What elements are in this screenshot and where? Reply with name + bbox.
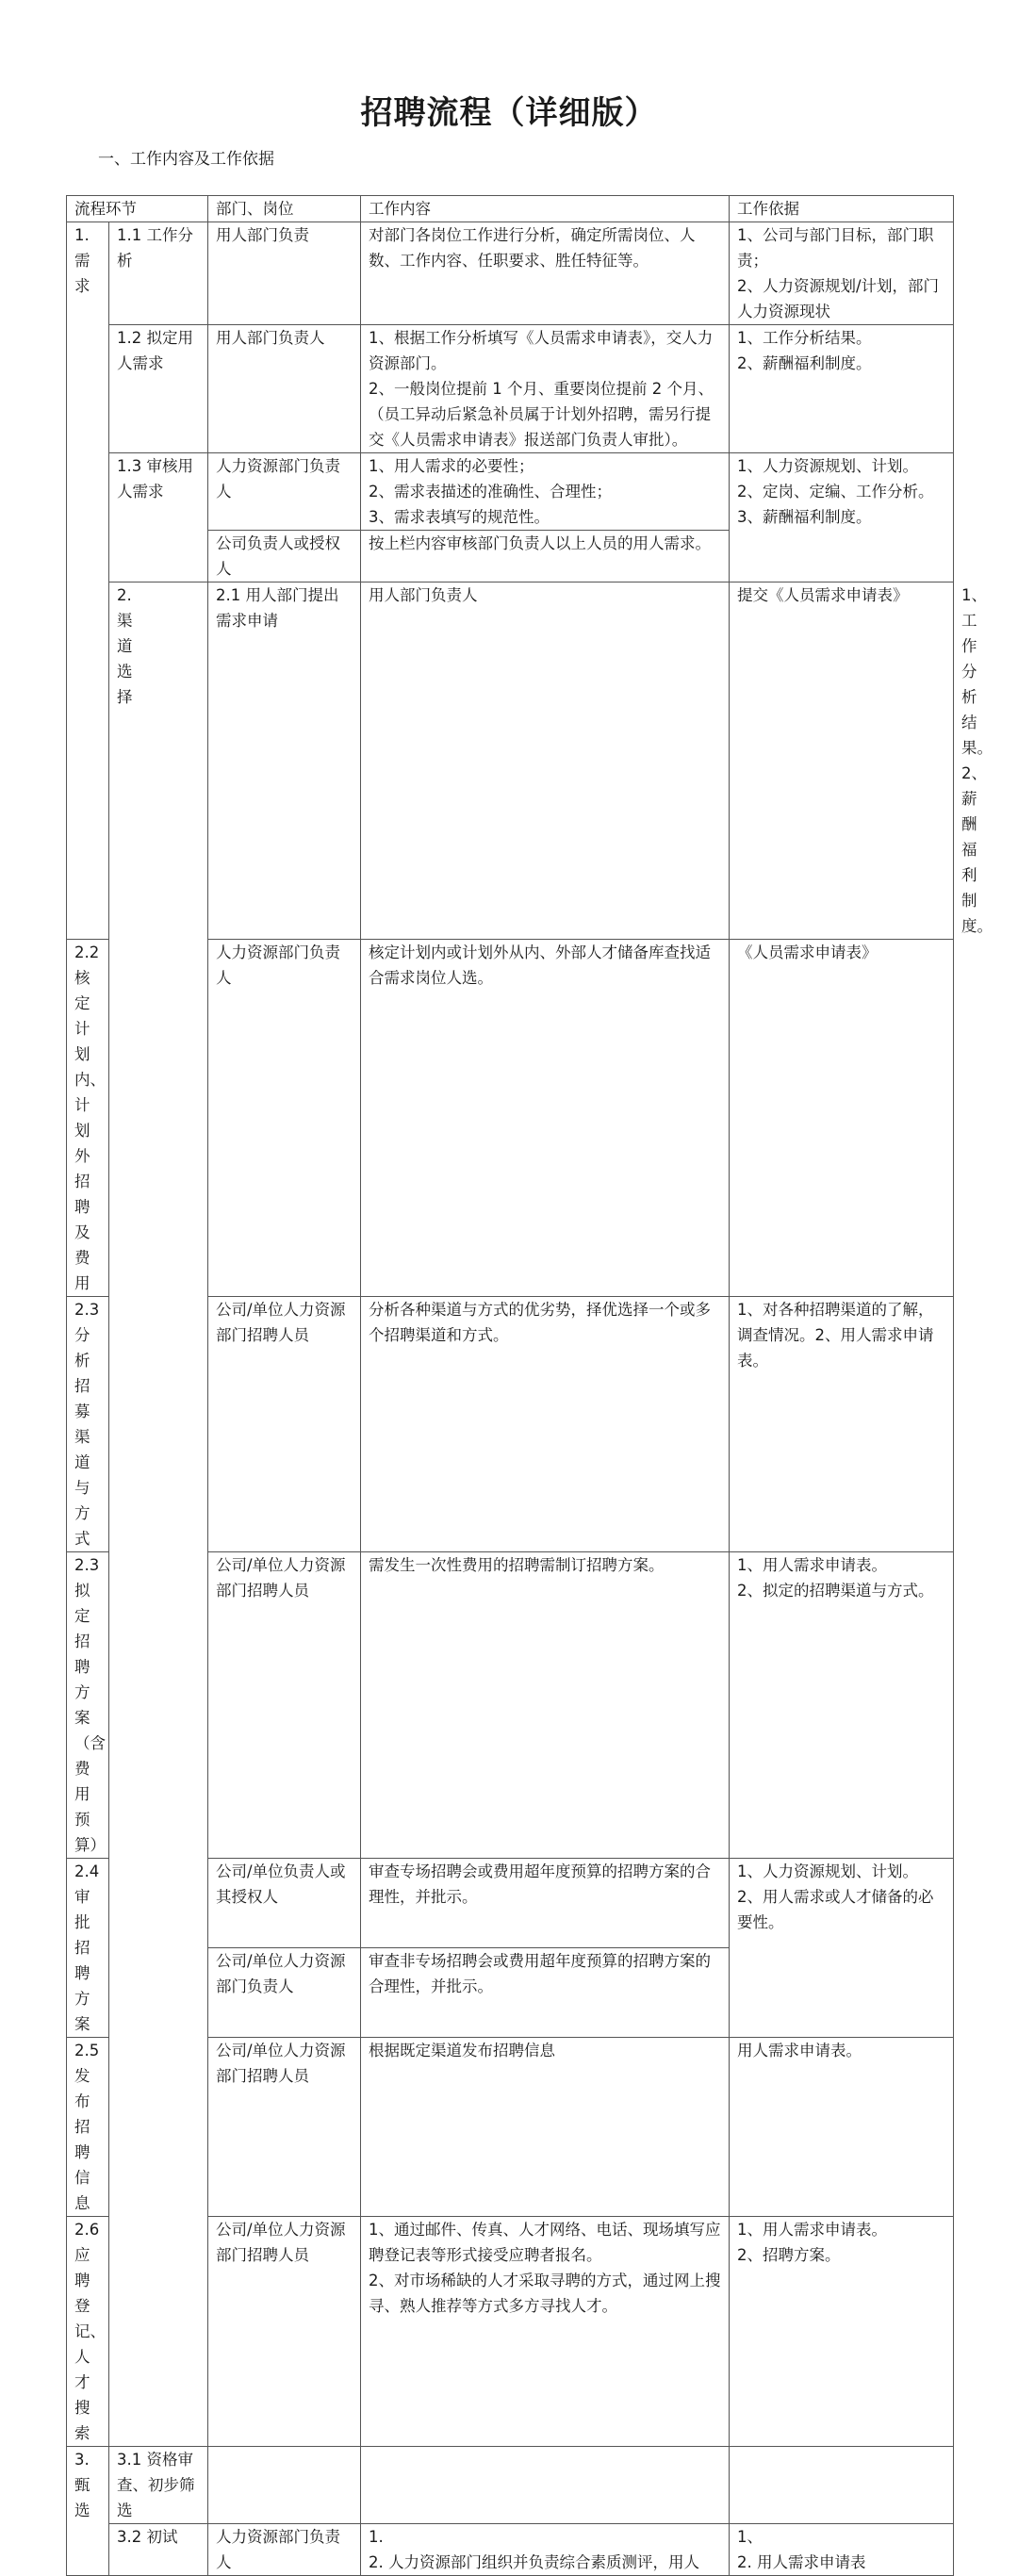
basis-cell: 1、用人需求申请表。 2、拟定的招聘渠道与方式。 <box>730 1552 954 1859</box>
dept-cell: 公司负责人或授权人 <box>208 531 361 582</box>
stage-cell: 2. 渠 道 选 择 <box>109 582 208 2447</box>
table-row <box>67 325 954 453</box>
stage-cell: 3. 甄 选 <box>67 2447 109 2576</box>
table-row <box>67 2524 954 2576</box>
dept-cell: 人力资源部门负责人 <box>208 2524 361 2576</box>
content-cell: 审查专场招聘会或费用超年度预算的招聘方案的合理性，并批示。 <box>361 1859 730 1948</box>
stage-cell: 1. 需 求 <box>67 222 109 940</box>
basis-cell: 1、对各种招聘渠道的了解，调查情况。2、用人需求申请表。 <box>730 1297 954 1552</box>
header-cell-basis: 工作依据 <box>730 196 954 222</box>
content-cell: 需发生一次性费用的招聘需制订招聘方案。 <box>361 1552 730 1859</box>
basis-cell: 1、用人需求申请表。 2、招聘方案。 <box>730 2217 954 2447</box>
content-cell: 1、用人需求的必要性； 2、需求表描述的准确性、合理性； 3、需求表填写的规范性。 <box>361 453 730 531</box>
content-cell: 核定计划内或计划外从内、外部人才储备库查找适合需求岗位人选。 <box>361 940 730 1297</box>
dept-cell: 公司/单位人力资源部门招聘人员 <box>208 2217 361 2447</box>
step-cell: 1.3 审核用人需求 <box>109 453 208 582</box>
basis-cell: 用人需求申请表。 <box>730 2038 954 2217</box>
step-cell: 1.1 工作分析 <box>109 222 208 325</box>
header-cell-content: 工作内容 <box>361 196 730 222</box>
step-cell: 3.2 初试 <box>109 2524 208 2576</box>
content-cell <box>361 2447 730 2524</box>
dept-cell: 公司/单位人力资源部门负责人 <box>208 1948 361 2038</box>
dept-cell: 用人部门负责 <box>208 222 361 325</box>
step-cell: 2.3 分析招募渠道与方式 <box>67 1297 109 1552</box>
dept-cell: 公司/单位人力资源部门招聘人员 <box>208 1552 361 1859</box>
basis-cell: 1、人力资源规划、计划。 2、定岗、定编、工作分析。 3、薪酬福利制度。 <box>730 453 954 582</box>
dept-cell: 用人部门负责人 <box>361 582 730 940</box>
basis-cell: 1、公司与部门目标，部门职责； 2、人力资源规划/计划，部门人力资源现状 <box>730 222 954 325</box>
content-cell: 1、通过邮件、传真、人才网络、电话、现场填写应聘登记表等形式接受应聘者报名。 2、对市场稀缺的人才采取寻聘的方式，通过网上搜寻、熟人推荐等方式多方寻找人才。 <box>361 2217 730 2447</box>
table-row <box>67 222 954 325</box>
dept-cell: 公司/单位负责人或其授权人 <box>208 1859 361 1948</box>
dept-cell: 人力资源部门负责人 <box>208 940 361 1297</box>
dept-cell: 人力资源部门负责人 <box>208 453 361 531</box>
recruitment-process-table <box>66 195 993 2576</box>
content-cell: 分析各种渠道与方式的优劣势，择优选择一个或多个招聘渠道和方式。 <box>361 1297 730 1552</box>
basis-cell <box>730 2447 954 2524</box>
content-cell: 1. 2. 人力资源部门组织并负责综合素质测评，用人 <box>361 2524 730 2576</box>
step-cell: 2.6 应聘登记、人才搜索 <box>67 2217 109 2447</box>
step-cell: 2.2 核定计划内、计划外招聘及费用 <box>67 940 109 1297</box>
table-header-row <box>67 196 954 222</box>
step-cell: 3.1 资格审查、初步筛选 <box>109 2447 208 2524</box>
section-heading: 一、工作内容及工作依据 <box>98 150 274 169</box>
step-cell: 2.5 发布招聘信息 <box>67 2038 109 2217</box>
dept-cell: 用人部门负责人 <box>208 325 361 453</box>
content-cell: 1、根据工作分析填写《人员需求申请表》，交人力资源部门。 2、一般岗位提前 1 个月、重要岗位提前 2 个月、（员工异动后紧急补员属于计划外招聘，需另行提交《人员需求申请表》报送部门负责人审批）。 <box>361 325 730 453</box>
basis-cell: 1、人力资源规划、计划。 2、用人需求或人才储备的必要性。 <box>730 1859 954 2038</box>
basis-cell: 《人员需求申请表》 <box>730 940 954 1297</box>
content-cell: 按上栏内容审核部门负责人以上人员的用人需求。 <box>361 531 730 582</box>
table-row <box>67 2447 954 2524</box>
step-cell: 2.1 用人部门提出需求申请 <box>208 582 361 940</box>
step-cell: 1.2 拟定用人需求 <box>109 325 208 453</box>
dept-cell <box>208 2447 361 2524</box>
content-cell: 对部门各岗位工作进行分析，确定所需岗位、人数、工作内容、任职要求、胜任特征等。 <box>361 222 730 325</box>
header-cell-stage: 流程环节 <box>67 196 208 222</box>
table-row <box>67 453 954 531</box>
step-cell: 2.3 拟定招聘方案（含费用预算） <box>67 1552 109 1859</box>
content-cell: 审查非专场招聘会或费用超年度预算的招聘方案的合理性，并批示。 <box>361 1948 730 2038</box>
basis-cell: 1、 2. 用人需求申请表 <box>730 2524 954 2576</box>
document-title: 招聘流程（详细版） <box>360 94 658 132</box>
content-cell: 根据既定渠道发布招聘信息 <box>361 2038 730 2217</box>
dept-cell: 公司/单位人力资源部门招聘人员 <box>208 2038 361 2217</box>
step-cell: 2.4 审批招聘方案 <box>67 1859 109 2038</box>
content-cell: 提交《人员需求申请表》 <box>730 582 954 940</box>
header-cell-dept: 部门、岗位 <box>208 196 361 222</box>
dept-cell: 公司/单位人力资源部门招聘人员 <box>208 1297 361 1552</box>
table-row: 2. 渠 道 选 择 2.1 用人部门提出需求申请 用人部门负责人 提交《人员需求申请表》 1、工作分析结果。 2、薪酬福利制度。 <box>67 582 954 940</box>
basis-cell: 1、工作分析结果。 2、薪酬福利制度。 <box>730 325 954 453</box>
